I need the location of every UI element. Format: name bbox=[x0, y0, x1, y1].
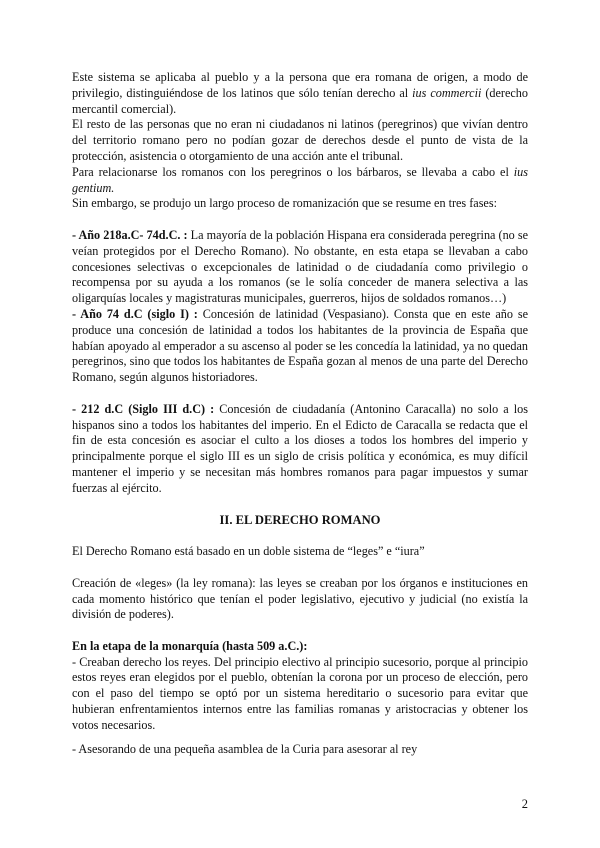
ius-commercii-term: ius commercii bbox=[412, 85, 482, 100]
intro-paragraph-1 bbox=[72, 70, 528, 117]
section-paragraph-3: - Creaban derecho los reyes. Del principio electivo al principio sucesorio, porque al principio estos reyes eran elegidos por el pueblo, obtenían la corona por un proceso de elección, pero con el paso del tiempo se optó por un sistema hereditario o sucesorio para evitar que hubieran enfrentamientos internos entre las familias romanas y aristocracias y obtener los votos necesarios. bbox=[72, 654, 528, 732]
phase-heading: - 212 d.C (Siglo III d.C) : bbox=[72, 401, 215, 416]
section-paragraph-4: - Asesorando de una pequeña asamblea de la Curia para asesorar al rey bbox=[72, 741, 418, 756]
phase-text: Concesión de latinidad (Vespasiano). Consta que en este año se produce una concesión de latinidad a todos los habitantes de la provincia de España que habían apoyado al emperador a su ascenso al poder se les concedía la latinidad, ya no quedan peregrinos, sino que todos los habitantes de España gozan al menos de una parte del Derecho Romano, según algunos historiadores. bbox=[72, 306, 528, 385]
document-page bbox=[72, 70, 528, 757]
intro-paragraph-3 bbox=[72, 165, 528, 197]
phase-1 bbox=[72, 228, 528, 307]
intro-paragraph-4: Sin embargo, se produjo un largo proceso de romanización que se resume en tres fases: bbox=[72, 196, 497, 211]
section-paragraph-2: Creación de «leges» (la ley romana): las leyes se creaban por los órganos e instituciones en cada momento histórico que tenían el poder legislativo, ejecutivo y judicial (no existía la división de poderes). bbox=[72, 575, 528, 622]
monarchy-subheading bbox=[72, 639, 528, 655]
phase-2 bbox=[72, 307, 528, 386]
phase-heading: - Año 74 d.C (siglo I) : bbox=[72, 306, 198, 321]
intro-text: (derecho mercantil comercial). bbox=[72, 85, 528, 116]
ius-gentium-term: ius gentium. bbox=[72, 164, 528, 195]
phase-3 bbox=[72, 402, 528, 497]
phase-heading: - Año 218a.C- 74d.C. : bbox=[72, 227, 188, 242]
intro-paragraph-2: El resto de las personas que no eran ni ciudadanos ni latinos (peregrinos) que vivían dentro del territorio romano pero no podían gozar de derechos desde el punto de vista de la protección, asistencia o otorgamiento de una acción ante el tribunal. bbox=[72, 117, 528, 163]
section-title: II. EL DERECHO ROMANO bbox=[219, 513, 381, 528]
phase-text: La mayoría de la población Hispana era considerada peregrina (no se veían protegidos por el Derecho Romano). No obstante, en esta etapa se llevaban a cabo concesiones selectivas o excepcionales de latinidad o de ciudadanía como privilegio o recompensa por su ayuda a los romanos (se le solía conceder de manera selectiva a las oligarquías locales y magistraturas municipales, guerreros, hijos de soldados romanos…) bbox=[72, 227, 528, 306]
intro-text: Para relacionarse los romanos con los peregrinos o los bárbaros, se llevaba a cabo el bbox=[72, 164, 514, 179]
intro-text: Este sistema se aplicaba al pueblo y a la persona que era romana de origen, a modo de privilegio, distinguiéndose de los latinos que sólo tenían derecho al bbox=[72, 70, 528, 100]
section-paragraph-1: El Derecho Romano está basado en un doble sistema de “leges” e “iura” bbox=[72, 544, 425, 559]
phase-text: Concesión de ciudadanía (Antonino Caracalla) no solo a los hispanos sino a todos los habitantes del imperio. En el Edicto de Caracalla se redacta que el fin de esta concesión es asociar el culto a los dioses a todos los hombres del imperio y principalmente porque el siglo III es un siglo de crisis política y económica, es muy difícil mantener el imperio y se necesitan más hombres romanos para pagar impuestos y sumar fuerzas al ejército. bbox=[72, 401, 528, 495]
page-number: 2 bbox=[521, 797, 528, 811]
subheading-text: En la etapa de la monarquía (hasta 509 a.C.): bbox=[72, 638, 308, 653]
